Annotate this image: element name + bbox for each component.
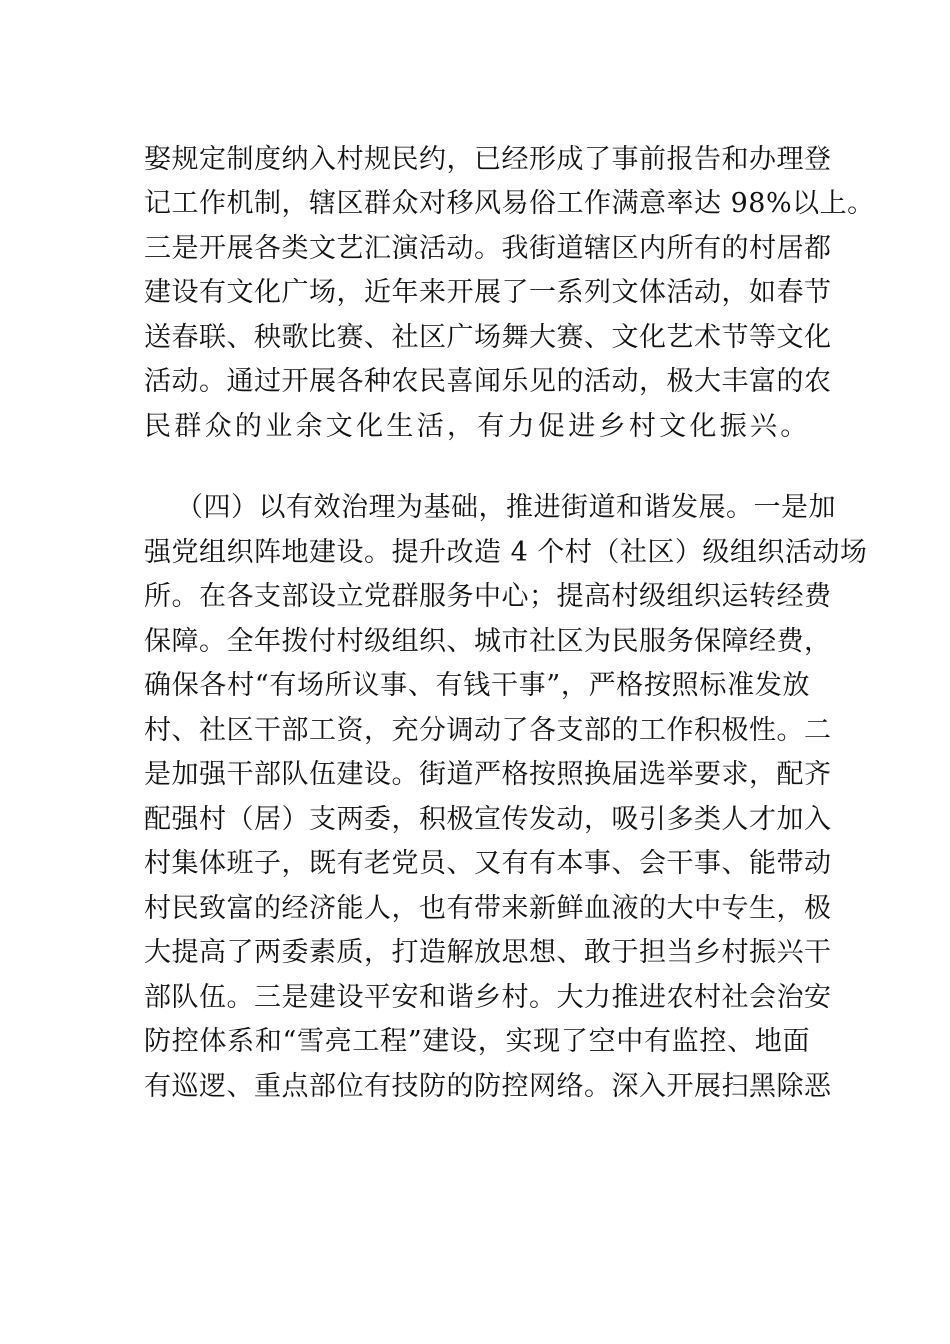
- text-line: 配强村（居）支两委，积极宣传发动，吸引多类人才加入: [144, 804, 832, 835]
- text-line: 部队伍。三是建设平安和谐乡村。大力推进农村社会治安: [144, 982, 832, 1013]
- text-line: 有巡逻、重点部位有技防的防控网络。深入开展扫黑除恶: [144, 1071, 832, 1102]
- text-line: 防控体系和“雪亮工程”建设，实现了空中有监控、地面: [144, 1026, 810, 1057]
- text-line: 所。在各支部设立党群服务中心；提高村级组织运转经费: [144, 581, 832, 612]
- text-line: 娶规定制度纳入村规民约，已经形成了事前报告和办理登: [144, 144, 832, 175]
- text-line: 强党组织阵地建设。提升改造 4 个村（社区）级组织活动场: [144, 537, 868, 568]
- text-line: 建设有文化广场，近年来开展了一系列文体活动，如春节: [144, 277, 832, 308]
- text-line: 确保各村“有场所议事、有钱干事”，严格按照标准发放: [144, 670, 810, 701]
- text-line: 民群众的业余文化生活，有力促进乡村文化振兴。: [144, 411, 811, 442]
- text-line: 活动。通过开展各种农民喜闻乐见的活动，极大丰富的农: [144, 366, 832, 397]
- text-line: 送春联、秧歌比赛、社区广场舞大赛、文化艺术节等文化: [144, 322, 832, 353]
- text-line: 记工作机制，辖区群众对移风易俗工作满意率达 98%以上。: [144, 188, 875, 219]
- text-line: 保障。全年拨付村级组织、城市社区为民服务保障经费，: [144, 626, 832, 657]
- text-line: 是加强干部队伍建设。街道严格按照换届选举要求，配齐: [144, 759, 832, 790]
- paragraph-first-line: （四）以有效治理为基础，推进街道和谐发展。一是加: [176, 492, 836, 523]
- text-line: 村集体班子，既有老党员、又有有本事、会干事、能带动: [144, 848, 832, 879]
- text-line: 大提高了两委素质，打造解放思想、敢于担当乡村振兴干: [144, 937, 832, 968]
- text-line: 村民致富的经济能人，也有带来新鲜血液的大中专生，极: [144, 893, 832, 924]
- text-line: 村、社区干部工资，充分调动了各支部的工作积极性。二: [144, 715, 832, 746]
- text-line: 三是开展各类文艺汇演活动。我街道辖区内所有的村居都: [144, 233, 832, 264]
